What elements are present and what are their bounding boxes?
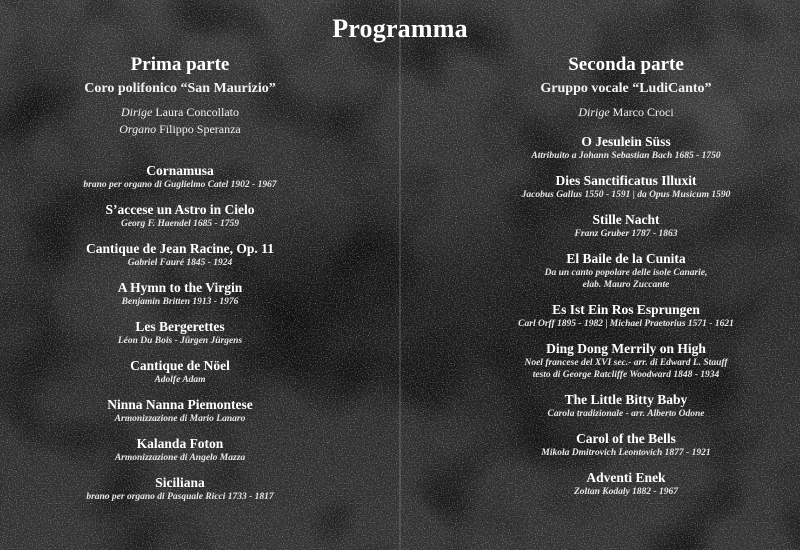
- program-piece: [456, 469, 796, 498]
- piece-title: Kalanda Foton: [136, 436, 224, 451]
- piece-credit: Léon Du Bois - Jürgen Jürgens: [117, 336, 243, 346]
- piece-credit: Georg F. Haendel 1685 - 1759: [120, 219, 240, 229]
- center-fold: [399, 0, 401, 550]
- piece-credit: Mikola Dmitrovich Leontovich 1877 - 1921: [541, 448, 711, 458]
- piece-title: S’accese un Astro in Cielo: [105, 202, 255, 217]
- piece-credit: Armonizzazione di Angelo Mazza: [114, 453, 246, 463]
- piece-credit: Attribuito a Johann Sebastian Bach 1685 - 1750: [531, 151, 721, 161]
- piece-credit: Zoltan Kodaly 1882 - 1967: [574, 487, 678, 497]
- seconda-parte-column: [456, 54, 796, 498]
- program-piece: [20, 318, 340, 347]
- piece-credit: brano per organo di Pasquale Ricci 1733 - 1817: [86, 492, 274, 502]
- piece-title: Dies Sanctificatus Illuxit: [555, 173, 697, 188]
- piece-credit: Da un canto popolare delle isole Canarie,: [544, 268, 708, 278]
- prima-conductor-role: Dirige: [121, 105, 153, 119]
- prima-organist: [20, 121, 340, 138]
- program-piece: [20, 474, 340, 503]
- seconda-group-name: Gruppo vocale “LudiCanto”: [540, 81, 712, 96]
- piece-credit: Gabriel Fauré 1845 - 1924: [127, 258, 233, 268]
- piece-credit: Benjamin Britten 1913 - 1976: [121, 297, 239, 307]
- program-piece: [20, 279, 340, 308]
- piece-title: Stille Nacht: [592, 212, 660, 227]
- piece-credit: brano per organo di Guglielmo Catel 1902 - 1967: [83, 180, 277, 190]
- piece-title: The Little Bitty Baby: [564, 392, 688, 407]
- piece-credit: Carola tradizionale - arr. Alberto Odone: [547, 409, 705, 419]
- prima-parte-heading: Prima parte: [130, 54, 230, 75]
- program-piece: [20, 201, 340, 230]
- program-piece: [20, 435, 340, 464]
- seconda-conductor: [456, 104, 796, 121]
- seconda-conductor-role: Dirige: [578, 105, 610, 119]
- program-piece: [20, 240, 340, 269]
- piece-title: Cantique de Nöel: [130, 358, 230, 373]
- seconda-parte-heading: Seconda parte: [568, 54, 684, 75]
- piece-credit: Carl Orff 1895 - 1982 | Michael Praetorius 1571 - 1621: [518, 319, 734, 329]
- prima-conductor-name: Laura Concollato: [155, 105, 239, 119]
- program-piece: [456, 340, 796, 381]
- page-title: Programma: [332, 14, 468, 43]
- piece-credit-line-2: testo di George Ratcliffe Woodward 1848 - 1934: [532, 370, 720, 380]
- piece-title: Ninna Nanna Piemontese: [107, 397, 253, 412]
- piece-credit: Jacobus Gallus 1550 - 1591 | da Opus Musicum 1590: [521, 190, 731, 200]
- piece-credit: Franz Gruber 1787 - 1863: [574, 229, 678, 239]
- piece-title: Cantique de Jean Racine, Op. 11: [86, 241, 274, 256]
- prima-conductor: [20, 104, 340, 121]
- program-piece: [456, 133, 796, 162]
- piece-credit: Adolfe Adam: [154, 375, 206, 385]
- prima-organ-name: Filippo Speranza: [159, 122, 241, 136]
- piece-title: Cornamusa: [146, 163, 214, 178]
- piece-title: Les Bergerettes: [135, 319, 225, 334]
- program-piece: [20, 396, 340, 425]
- piece-title: O Jesulein Süss: [581, 134, 671, 149]
- piece-title: El Baile de la Cunita: [566, 251, 686, 266]
- piece-credit-line-2: elab. Mauro Zuccante: [582, 280, 670, 290]
- seconda-conductor-name: Marco Croci: [612, 105, 674, 119]
- prima-group-name: Coro polifonico “San Maurizio”: [84, 81, 276, 96]
- piece-title: Es Ist Ein Ros Esprungen: [552, 302, 700, 317]
- prima-organ-role: Organo: [119, 122, 157, 136]
- piece-credit: Armonizzazione di Mario Lanaro: [114, 414, 246, 424]
- piece-title: Ding Dong Merrily on High: [546, 341, 706, 356]
- piece-title: Adventi Enek: [586, 470, 666, 485]
- program-piece: [456, 172, 796, 201]
- program-piece: [456, 211, 796, 240]
- piece-title: Carol of the Bells: [576, 431, 676, 446]
- piece-title: A Hymn to the Virgin: [117, 280, 243, 295]
- program-piece: [456, 250, 796, 291]
- piece-credit: Noel francese del XVI sec.- arr. di Edward L. Stauff: [524, 358, 728, 368]
- program-piece: [20, 357, 340, 386]
- prima-parte-column: [20, 54, 340, 503]
- program-piece: [456, 430, 796, 459]
- program-piece: [20, 162, 340, 191]
- program-piece: [456, 301, 796, 330]
- program-piece: [456, 391, 796, 420]
- piece-title: Siciliana: [155, 475, 205, 490]
